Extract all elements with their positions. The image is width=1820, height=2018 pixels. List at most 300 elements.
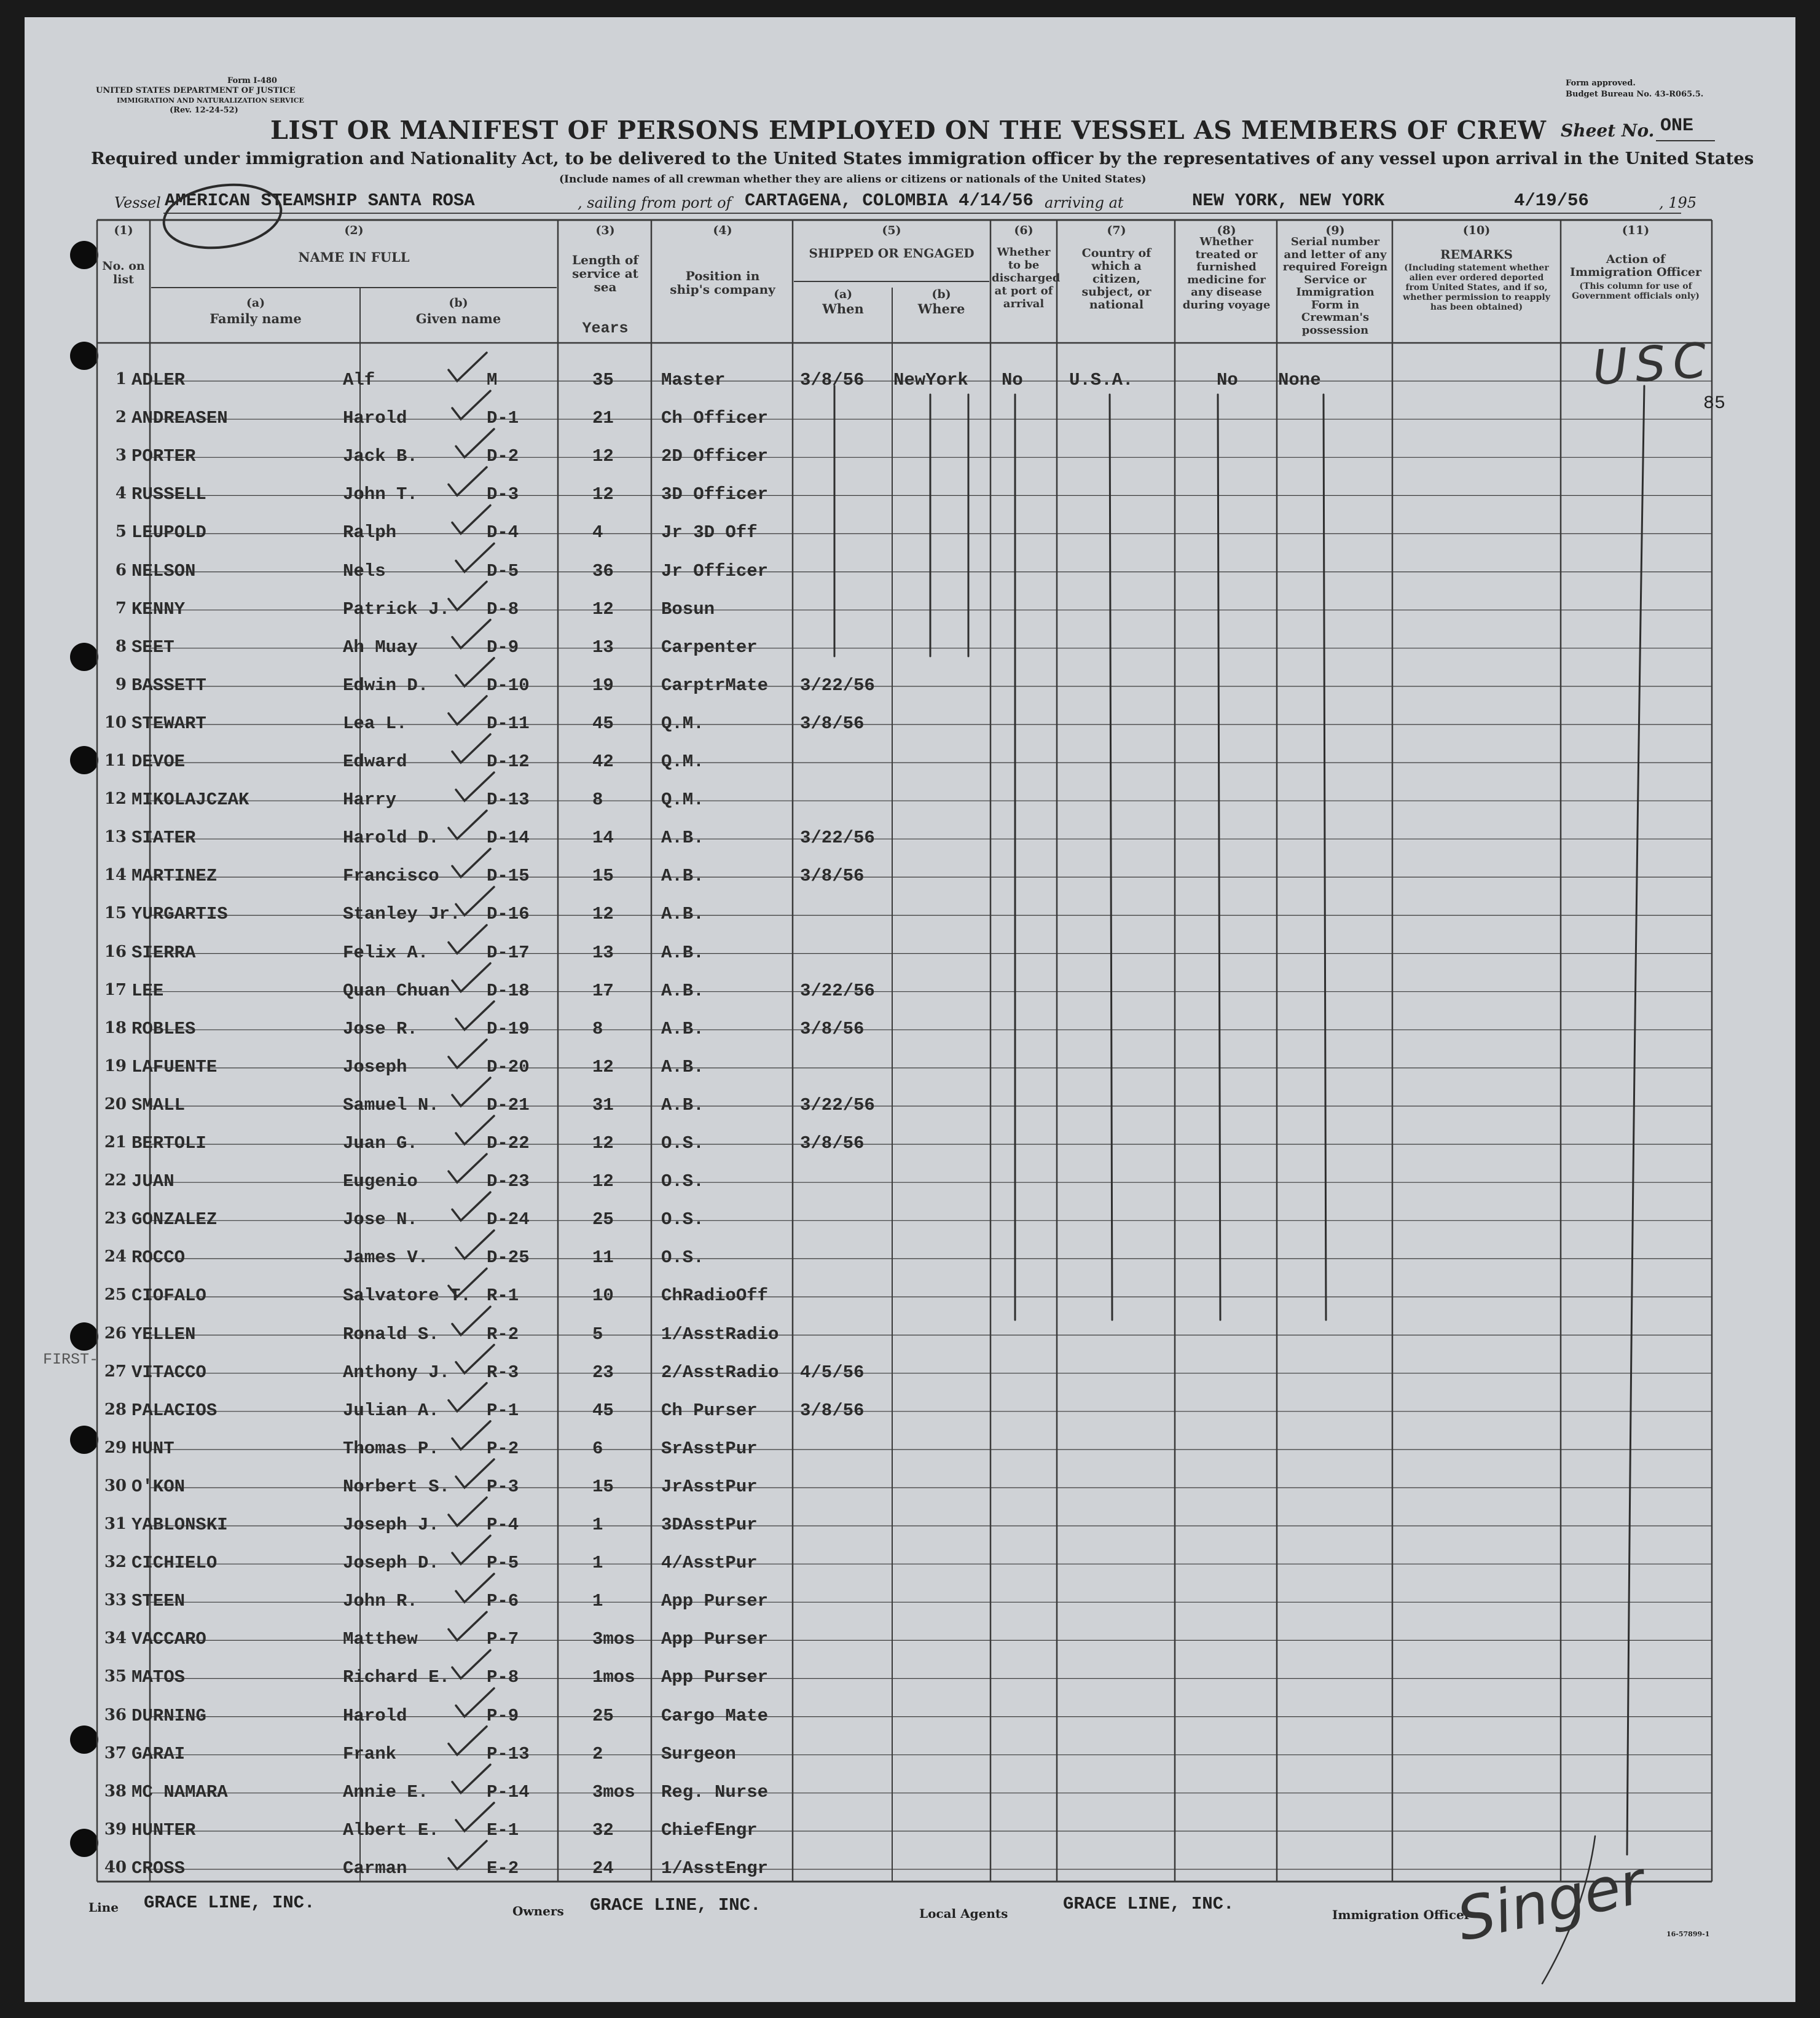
position: 1/AsstEngr	[661, 1858, 769, 1879]
given-name: John T.	[343, 484, 418, 505]
crew-code: D-1	[487, 408, 519, 429]
row-number: 22	[104, 1171, 127, 1190]
position: Master	[661, 370, 726, 390]
position: A.B.	[661, 942, 704, 963]
crew-code: D-21	[487, 1094, 530, 1115]
position: A.B.	[661, 1094, 704, 1115]
row-number: 4	[115, 484, 127, 503]
crew-code: D-8	[487, 599, 519, 619]
shipped-when: 3/22/56	[800, 980, 875, 1001]
medicine: No	[1217, 370, 1238, 390]
row-number: 28	[104, 1400, 127, 1419]
family-name: SIERRA	[131, 942, 196, 963]
row-number: 37	[104, 1743, 127, 1762]
shipped-when: 3/22/56	[800, 1094, 875, 1115]
years-at-sea: 23	[592, 1362, 614, 1383]
col4-number: (4)	[713, 224, 732, 237]
family-name: DEVOE	[131, 752, 186, 772]
given-name: Thomas P.	[343, 1438, 439, 1459]
family-name: LAFUENTE	[131, 1056, 218, 1077]
shipped-where: NewYork	[893, 370, 968, 390]
shipped-when: 3/8/56	[800, 1018, 865, 1039]
col2b-header: Given name	[415, 311, 501, 326]
col2a-number: (a)	[246, 296, 265, 310]
position: Cargo Mate	[661, 1705, 769, 1726]
family-name: CIOFALO	[131, 1286, 206, 1306]
table-row	[25, 1274, 1795, 1313]
family-name: ROBLES	[131, 1018, 196, 1039]
crew-code: M	[487, 370, 498, 390]
years-at-sea: 10	[592, 1286, 614, 1306]
family-name: SMALL	[131, 1094, 186, 1115]
arriving-label: arriving at	[1045, 194, 1124, 211]
margin-note: FIRST-	[43, 1351, 99, 1368]
given-name: Norbert S.	[343, 1476, 450, 1497]
family-name: JUAN	[131, 1171, 175, 1192]
years-at-sea: 31	[592, 1094, 614, 1115]
row-number: 2	[115, 408, 127, 427]
position: 2D Officer	[661, 446, 769, 467]
table-row	[25, 893, 1795, 931]
position: A.B.	[661, 866, 704, 887]
table-row	[25, 1656, 1795, 1694]
position: O.S.	[661, 1171, 704, 1192]
table-row	[25, 1084, 1795, 1122]
given-name: Richard E.	[343, 1667, 450, 1688]
given-name: Anthony J.	[343, 1362, 450, 1383]
col5b-number: (b)	[932, 288, 951, 301]
col1-number: (1)	[114, 224, 133, 237]
given-name: Patrick J.	[343, 599, 450, 619]
years-at-sea: 25	[592, 1705, 614, 1726]
manifest-sheet	[25, 17, 1795, 2002]
table-row	[25, 702, 1795, 740]
years-at-sea: 42	[592, 752, 614, 772]
years-at-sea: 15	[592, 1476, 614, 1497]
years-at-sea: 19	[592, 675, 614, 696]
col2-header: NAME IN FULL	[298, 249, 410, 265]
given-name: Matthew	[343, 1629, 418, 1650]
row-number: 9	[115, 675, 127, 694]
table-row	[25, 664, 1795, 702]
row-number: 11	[104, 752, 127, 770]
table-row	[25, 588, 1795, 626]
col11-number: (11)	[1622, 224, 1650, 237]
crew-code: D-11	[487, 713, 530, 734]
years-at-sea: 12	[592, 446, 614, 467]
col7-number: (7)	[1107, 224, 1126, 237]
table-row	[25, 1198, 1795, 1236]
table-row	[25, 740, 1795, 779]
vessel-circle-mark	[160, 178, 285, 255]
row-number: 10	[104, 713, 127, 732]
row-number: 3	[115, 446, 127, 465]
years-at-sea: 13	[592, 942, 614, 963]
row-number: 38	[104, 1781, 127, 1800]
crew-code: P-5	[487, 1553, 519, 1574]
years-at-sea: 15	[592, 866, 614, 887]
owners-label: Owners	[512, 1904, 564, 1918]
family-name: YURGARTIS	[131, 904, 228, 925]
given-name: Annie E.	[343, 1781, 429, 1802]
shipped-when: 3/8/56	[800, 1400, 865, 1421]
col5a-number: (a)	[833, 288, 853, 301]
position: A.B.	[661, 904, 704, 925]
given-name: Joseph J.	[343, 1515, 439, 1535]
shipped-when: 4/5/56	[800, 1362, 865, 1383]
given-name: Julian A.	[343, 1400, 439, 1421]
family-name: GARAI	[131, 1743, 186, 1764]
table-row	[25, 1046, 1795, 1084]
row-number: 1	[115, 370, 127, 388]
family-name: LEUPOLD	[131, 522, 206, 543]
row-number: 5	[115, 522, 127, 541]
years-at-sea: 11	[592, 1247, 614, 1268]
family-name: LEE	[131, 980, 164, 1001]
table-row	[25, 626, 1795, 664]
years-at-sea: 12	[592, 1133, 614, 1153]
given-name: Samuel N.	[343, 1094, 439, 1115]
subtitle-note: (Include names of all crewman whether they are aliens or citizens or nationals of the United States)	[559, 173, 1147, 186]
years-at-sea: 1	[592, 1515, 603, 1535]
form-revision: (Rev. 12-24-52)	[170, 106, 238, 115]
crew-code: P-8	[487, 1667, 519, 1688]
table-row	[25, 473, 1795, 511]
years-at-sea: 25	[592, 1209, 614, 1230]
row-number: 27	[104, 1362, 127, 1381]
family-name: STEEN	[131, 1591, 186, 1612]
years-at-sea: 45	[592, 1400, 614, 1421]
col3-header: Length of service at sea	[572, 253, 638, 294]
crew-code: E-2	[487, 1858, 519, 1879]
position: A.B.	[661, 1056, 704, 1077]
position: O.S.	[661, 1209, 704, 1230]
row-number: 24	[104, 1247, 127, 1266]
table-row	[25, 1542, 1795, 1580]
family-name: SIATER	[131, 828, 196, 849]
row-number: 19	[104, 1056, 127, 1075]
years-at-sea: 12	[592, 599, 614, 619]
crew-code: P-6	[487, 1591, 519, 1612]
table-row	[25, 1351, 1795, 1389]
row-number: 34	[104, 1629, 127, 1648]
crew-code: P-7	[487, 1629, 519, 1650]
vessel-label: Vessel	[114, 194, 161, 211]
country: U.S.A.	[1069, 370, 1134, 390]
years-at-sea: 32	[592, 1820, 614, 1840]
family-name: STEWART	[131, 713, 206, 734]
position: Reg. Nurse	[661, 1781, 769, 1802]
row-number: 36	[104, 1705, 127, 1724]
years-at-sea: 45	[592, 713, 614, 734]
crew-code: D-12	[487, 752, 530, 772]
family-name: MC NAMARA	[131, 1781, 228, 1802]
line-value: GRACE LINE, INC.	[144, 1893, 315, 1913]
position: SrAsstPur	[661, 1438, 758, 1459]
crew-code: D-5	[487, 560, 519, 581]
family-name: O'KON	[131, 1476, 186, 1497]
given-name: Harold	[343, 408, 407, 429]
family-name: ANDREASEN	[131, 408, 228, 429]
position: Q.M.	[661, 752, 704, 772]
crew-code: D-16	[487, 904, 530, 925]
row-number: 20	[104, 1094, 127, 1113]
table-row	[25, 932, 1795, 970]
position: Bosun	[661, 599, 715, 619]
sheet-label: Sheet No.	[1561, 120, 1655, 141]
given-name: Joseph	[343, 1056, 407, 1077]
table-row	[25, 397, 1795, 435]
years-at-sea: 24	[592, 1858, 614, 1879]
given-name: Nels	[343, 560, 386, 581]
subtitle: Required under immigration and Nationality Act, to be delivered to the United States immigration officer by the representatives of any vessel upon arrival in the United States	[91, 149, 1754, 168]
crew-code: R-2	[487, 1324, 519, 1345]
officer-signature: Singer	[1451, 1848, 1651, 1955]
family-name: KENNY	[131, 599, 186, 619]
table-row	[25, 1313, 1795, 1351]
col2-number: (2)	[344, 224, 364, 237]
table-row	[25, 1695, 1795, 1733]
shipped-when: 3/22/56	[800, 828, 875, 849]
table-row	[25, 550, 1795, 588]
table-row	[25, 855, 1795, 893]
row-number: 35	[104, 1667, 127, 1686]
years-at-sea: 4	[592, 522, 603, 543]
given-name: James V.	[343, 1247, 429, 1268]
crew-code: D-10	[487, 675, 530, 696]
given-name: Quan Chuan	[343, 980, 450, 1001]
family-name: GONZALEZ	[131, 1209, 218, 1230]
col2a-header: Family name	[210, 311, 302, 326]
family-name: BASSETT	[131, 675, 206, 696]
col8-number: (8)	[1217, 224, 1236, 237]
given-name: Alf	[343, 370, 375, 390]
position: 4/AsstPur	[661, 1553, 758, 1574]
family-name: ADLER	[131, 370, 186, 390]
years-at-sea: 13	[592, 637, 614, 658]
crew-code: D-17	[487, 942, 530, 963]
row-number: 25	[104, 1286, 127, 1305]
position: ChRadioOff	[661, 1286, 769, 1306]
position: Carpenter	[661, 637, 758, 658]
crew-code: R-3	[487, 1362, 519, 1383]
position: Q.M.	[661, 790, 704, 811]
form-approved: Form approved.	[1566, 79, 1636, 88]
col3-number: (3)	[595, 224, 615, 237]
crew-code: D-25	[487, 1247, 530, 1268]
crew-code: P-1	[487, 1400, 519, 1421]
col9-header: Serial number and letter of any required Foreign Service or Immigration Form in Crewman's possession	[1282, 235, 1388, 337]
crew-code: D-2	[487, 446, 519, 467]
crew-code: P-2	[487, 1438, 519, 1459]
col10-header: REMARKS	[1440, 247, 1513, 262]
arriving-port: NEW YORK, NEW YORK	[1192, 190, 1385, 211]
row-number: 30	[104, 1476, 127, 1495]
position: O.S.	[661, 1133, 704, 1153]
row-number: 26	[104, 1324, 127, 1343]
crew-code: D-15	[487, 866, 530, 887]
position: Q.M.	[661, 713, 704, 734]
family-name: YABLONSKI	[131, 1515, 228, 1535]
given-name: Jack B.	[343, 446, 418, 467]
table-row	[25, 1580, 1795, 1618]
col10-note: (Including statement whether alien ever ordered deported from United States, and if so, whether permission to reapply has been obtained)	[1403, 263, 1550, 312]
given-name: Juan G.	[343, 1133, 418, 1153]
crew-code: D-14	[487, 828, 530, 849]
row-number: 40	[104, 1858, 127, 1877]
crew-code: D-9	[487, 637, 519, 658]
position: App Purser	[661, 1591, 769, 1612]
given-name: Harold	[343, 1705, 407, 1726]
row-number: 17	[104, 980, 127, 999]
position: Jr Officer	[661, 560, 769, 581]
agents-label: Local Agents	[919, 1906, 1008, 1921]
family-name: MIKOLAJCZAK	[131, 790, 249, 811]
table-row	[25, 1160, 1795, 1198]
family-name: PORTER	[131, 446, 196, 467]
given-name: Ah Muay	[343, 637, 418, 658]
owners-value: GRACE LINE, INC.	[590, 1895, 761, 1915]
shipped-when: 3/8/56	[800, 370, 865, 390]
given-name: Joseph D.	[343, 1553, 439, 1574]
years-at-sea: 36	[592, 560, 614, 581]
col7-header: Country of which a citizen, subject, or national	[1081, 246, 1151, 312]
crew-code: P-14	[487, 1781, 530, 1802]
row-number: 18	[104, 1018, 127, 1037]
row-number: 15	[104, 904, 127, 923]
shipped-when: 3/8/56	[800, 866, 865, 887]
given-name: Harold D.	[343, 828, 439, 849]
crew-code: D-24	[487, 1209, 530, 1230]
crew-code: P-3	[487, 1476, 519, 1497]
position: A.B.	[661, 1018, 704, 1039]
row-number: 12	[104, 790, 127, 809]
count-note: 85	[1703, 393, 1726, 414]
row-number: 33	[104, 1591, 127, 1610]
table-row	[25, 1389, 1795, 1427]
family-name: DURNING	[131, 1705, 206, 1726]
years-at-sea: 1	[592, 1591, 603, 1612]
family-name: CROSS	[131, 1858, 186, 1879]
years-at-sea: 21	[592, 408, 614, 429]
family-name: HUNT	[131, 1438, 175, 1459]
row-number: 29	[104, 1438, 127, 1457]
arrival-date: 4/19/56	[1514, 190, 1589, 211]
table-row	[25, 1008, 1795, 1046]
years-at-sea: 12	[592, 1056, 614, 1077]
col6-number: (6)	[1014, 224, 1034, 237]
crew-code: D-3	[487, 484, 519, 505]
footer-code: 16-57899-1	[1666, 1930, 1710, 1938]
sheet-number: ONE	[1660, 116, 1694, 136]
years-at-sea: 8	[592, 790, 603, 811]
position: A.B.	[661, 828, 704, 849]
table-row	[25, 1771, 1795, 1809]
position: Jr 3D Off	[661, 522, 758, 543]
year-suffix: , 195	[1659, 194, 1697, 211]
given-name: Felix A.	[343, 942, 429, 963]
position: Ch Purser	[661, 1400, 758, 1421]
position: 2/AsstRadio	[661, 1362, 779, 1383]
col2b-number: (b)	[449, 296, 468, 310]
position: A.B.	[661, 980, 704, 1001]
family-name: MATOS	[131, 1667, 186, 1688]
table-row	[25, 435, 1795, 473]
col1-header: No. on list	[102, 259, 145, 286]
col6-header: Whether to be discharged at port of arrival	[992, 246, 1061, 310]
row-number: 13	[104, 828, 127, 847]
given-name: Ralph	[343, 522, 397, 543]
given-name: Francisco	[343, 866, 439, 887]
years-at-sea: 5	[592, 1324, 603, 1345]
family-name: YELLEN	[131, 1324, 196, 1345]
years-at-sea: 3mos	[592, 1629, 635, 1650]
family-name: SEET	[131, 637, 175, 658]
position: Ch Officer	[661, 408, 769, 429]
given-name: Eugenio	[343, 1171, 418, 1192]
table-row	[25, 1733, 1795, 1771]
table-row	[25, 1427, 1795, 1466]
given-name: Jose N.	[343, 1209, 418, 1230]
years-at-sea: 17	[592, 980, 614, 1001]
years-at-sea: 12	[592, 484, 614, 505]
years-at-sea: 12	[592, 1171, 614, 1192]
shipped-when: 3/8/56	[800, 1133, 865, 1153]
given-name: Jose R.	[343, 1018, 418, 1039]
col8-header: Whether treated or furnished medicine for any disease during voyage	[1182, 235, 1271, 312]
table-row	[25, 1618, 1795, 1656]
crew-code: D-20	[487, 1056, 530, 1077]
col11-note: (This column for use of Government officials only)	[1572, 281, 1700, 301]
crew-code: D-18	[487, 980, 530, 1001]
given-name: Edward	[343, 752, 407, 772]
vessel-name: AMERICAN STEAMSHIP SANTA ROSA	[165, 190, 475, 211]
given-name: Ronald S.	[343, 1324, 439, 1345]
table-row	[25, 779, 1795, 817]
officer-label: Immigration Officer	[1332, 1907, 1471, 1922]
given-name: Harry	[343, 790, 397, 811]
row-number: 32	[104, 1553, 127, 1572]
given-name: John R.	[343, 1591, 418, 1612]
agents-value: GRACE LINE, INC.	[1063, 1894, 1234, 1914]
row-number: 7	[115, 599, 127, 618]
position: App Purser	[661, 1667, 769, 1688]
row-number: 6	[115, 560, 127, 579]
table-row	[25, 1122, 1795, 1160]
position: App Purser	[661, 1629, 769, 1650]
family-name: RUSSELL	[131, 484, 206, 505]
crew-code: D-19	[487, 1018, 530, 1039]
sailing-label: , sailing from port of	[578, 194, 732, 211]
col3-unit: Years	[582, 320, 629, 337]
discharged: No	[1002, 370, 1023, 390]
position: 1/AsstRadio	[661, 1324, 779, 1345]
family-name: HUNTER	[131, 1820, 196, 1840]
crew-code: R-1	[487, 1286, 519, 1306]
col5-header: SHIPPED OR ENGAGED	[809, 246, 975, 261]
crew-code: P-4	[487, 1515, 519, 1535]
row-number: 16	[104, 942, 127, 961]
budget-bureau: Budget Bureau No. 43-R065.5.	[1566, 90, 1704, 99]
row-number: 21	[104, 1133, 127, 1152]
row-number: 14	[104, 866, 127, 885]
years-at-sea: 14	[592, 828, 614, 849]
family-name: ROCCO	[131, 1247, 186, 1268]
row-number: 39	[104, 1820, 127, 1839]
col5a-header: When	[822, 301, 864, 316]
family-name: VACCARO	[131, 1629, 206, 1650]
position: Surgeon	[661, 1743, 736, 1764]
